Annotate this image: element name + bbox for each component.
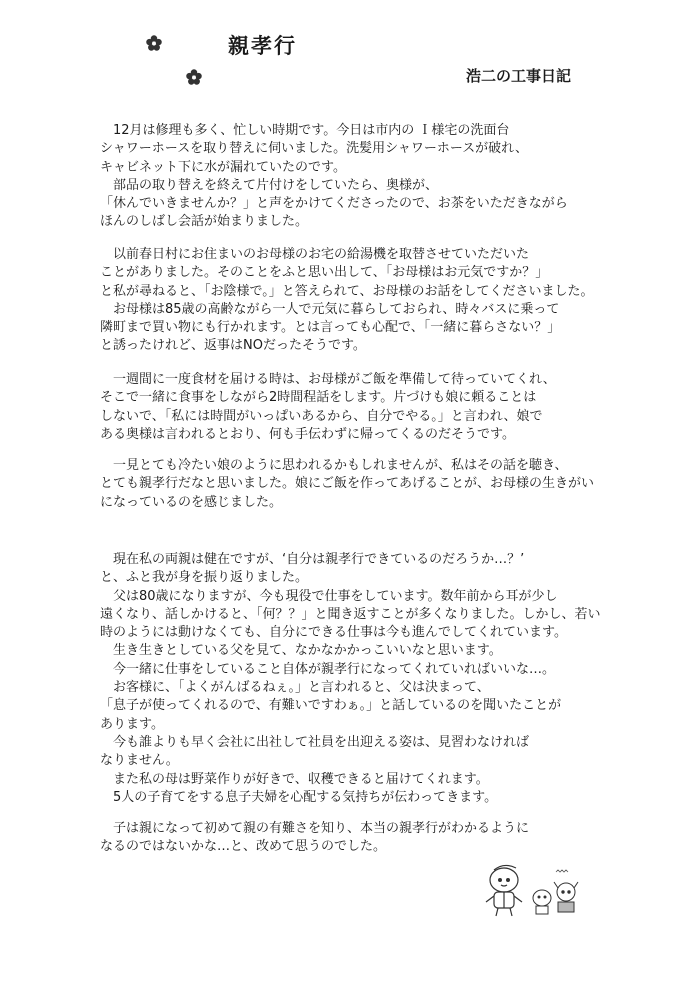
text-line: 隣町まで買い物にも行かれます。とは言っても心配で、「一緒に暮らさない？」: [100, 320, 561, 336]
company-mascot-icon: [478, 862, 590, 920]
text-line: 「息子が使ってくれるので、有難いですわぁ。」と話しているのを聞いたことが: [100, 698, 562, 714]
text-line: 父は80歳になりますが、今も現役で仕事をしています。数年前から耳が少し: [100, 588, 558, 604]
text-line: あります。: [100, 716, 164, 732]
text-line: ある奥様は言われるとおり、何も手伝わずに帰ってくるのだそうです。: [100, 426, 515, 442]
flower-ornament-icon: [145, 34, 163, 52]
text-line: しないで、「私には時間がいっぱいあるから、自分でやる。」と言われ、娘で: [100, 408, 543, 424]
text-line: 生き生きとしている父を見て、なかなかかっこいいなと思います。: [100, 643, 502, 659]
paragraph: [100, 457, 594, 512]
text-line: 12月は修理も多く、忙しい時期です。今日は市内の Ｉ様宅の洗面台: [100, 123, 510, 138]
text-line: 今も誰よりも早く会社に出社して社員を出迎える姿は、見習わなければ: [100, 734, 530, 750]
text-line: と、ふと我が身を振り返りました。: [100, 570, 309, 586]
paragraph: [100, 246, 593, 356]
paragraph: [100, 820, 529, 857]
text-line: そこで一緒に食事をしながら2時間程話をします。片づけも娘に頼ることは: [100, 390, 537, 406]
text-line: 一週間に一度食材を届ける時は、お母様がご飯を準備して待っていてくれ、: [100, 372, 556, 387]
text-line: 時のようには動けなくても、自分にできる仕事は今も進んでしてくれています。: [100, 625, 567, 641]
text-line: と誘ったけれど、返事はNOだったそうです。: [100, 338, 366, 354]
text-line: 現在私の両親は健在ですが、‘自分は親孝行できているのだろうか…？’: [100, 552, 525, 567]
text-line: ことがありました。そのことをふと思い出して、「お母様はお元気ですか？」: [100, 265, 549, 281]
text-line: とても親孝行だなと思いました。娘にご飯を作ってあげることが、お母様の生きがい: [100, 476, 595, 492]
text-line: 5人の子育てをする息子夫婦を心配する気持ちが伝わってきます。: [100, 789, 498, 805]
text-line: なりません。: [100, 753, 179, 769]
text-line: と私が尋ねると、「お陰様で。」と答えられて、お母様のお話をしてくださいました。: [100, 283, 594, 299]
text-line: お客様に、「よくがんばるねぇ。」と言われると、父は決まって、: [100, 680, 490, 696]
text-line: 「休んでいきませんか？」と声をかけてくださったので、お茶をいただきながら: [100, 196, 568, 212]
text-line: 部品の取り替えを終えて片付けをしていたら、奥様が、: [100, 177, 439, 193]
text-line: なるのではないかな…と、改めて思うのでした。: [100, 839, 387, 855]
text-line: になっているのを感じました。: [100, 494, 283, 510]
paragraph: [100, 122, 568, 232]
paragraph: [100, 551, 601, 807]
text-line: 今一緒に仕事をしていること自体が親孝行になってくれていればいいな…。: [100, 661, 556, 677]
text-line: 一見とても冷たい娘のように思われるかもしれませんが、私はその話を聴き、: [100, 458, 568, 473]
text-line: キャビネット下に水が漏れていたのです。: [100, 159, 346, 175]
text-line: お母様は85歳の高齢ながら一人で元気に暮らしておられ、時々バスに乗って: [100, 301, 560, 317]
text-line: ほんのしばし会話が始まりました。: [100, 214, 309, 230]
text-line: 以前春日村にお住まいのお母様のお宅の給湯機を取替させていただいた: [100, 247, 530, 262]
flower-ornament-icon: [185, 68, 203, 86]
text-line: シャワーホースを取り替えに伺いました。洗髪用シャワーホースが破れ、: [100, 141, 528, 157]
paragraph: [100, 371, 556, 444]
text-line: 子は親になって初めて親の有難さを知り、本当の親孝行がわかるように: [100, 821, 530, 836]
text-line: また私の母は野菜作りが好きで、収穫できると届けてくれます。: [100, 771, 489, 787]
page-title: 親孝行: [228, 34, 297, 58]
text-line: 遠くなり、話しかけると、「何？？」と聞き返すことが多くなりました。しかし、若い: [100, 606, 601, 622]
column-name: 浩二の工事日記: [466, 67, 572, 85]
